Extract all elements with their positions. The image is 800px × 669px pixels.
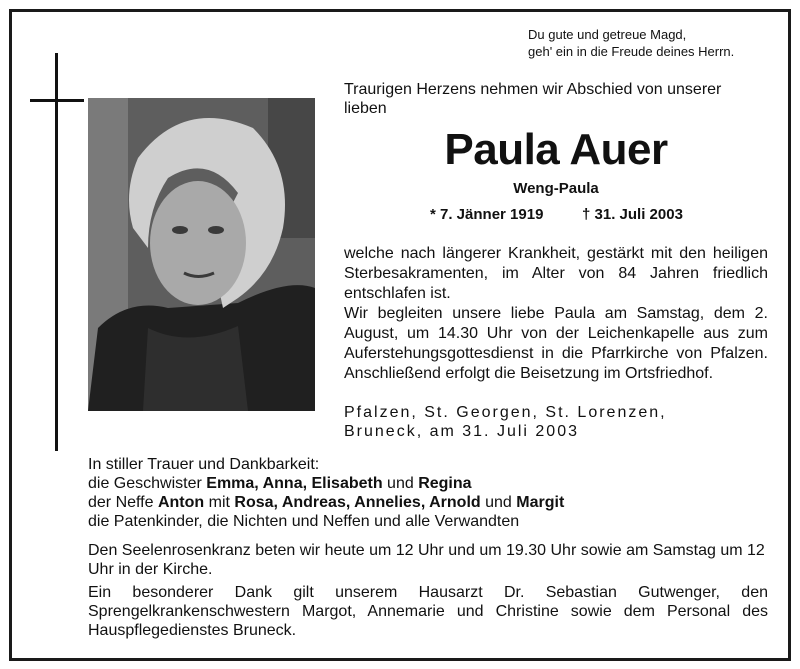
deceased-name: Paula Auer — [444, 125, 668, 174]
mourners-list — [88, 455, 768, 531]
mourners-heading: In stiller Trauer und Dankbarkeit: — [88, 456, 320, 473]
rosary-notice: Den Seelenrosenkranz beten wir heute um 12 Uhr und um 19.30 Uhr sowie am Samstag um 12 Uhr in der Kirche. — [88, 542, 765, 578]
siblings-line: die Geschwister Emma, Anna, Elisabeth und Regina — [88, 475, 472, 492]
nephew-line: der Neffe Anton mit Rosa, Andreas, Annelies, Arnold und Margit — [88, 494, 565, 511]
deceased-nickname: Weng-Paula — [513, 180, 599, 197]
portrait-photo — [88, 98, 315, 411]
birth-date: * 7. Jänner 1919 — [430, 206, 544, 223]
place-date-line-1: Pfalzen, St. Georgen, St. Lorenzen, — [344, 404, 667, 421]
intro-text: Traurigen Herzens nehmen wir Abschied von unserer lieben — [344, 81, 722, 117]
funeral-details-text: Wir begleiten unsere liebe Paula am Samstag, dem 2. August, um 14.30 Uhr von der Leichenkapelle aus zum Auferstehungsgottesdienst in die Pfarrkirche von Pfalzen. Anschließend erfolgt die Beisetzung im Ortsfriedhof. — [344, 305, 768, 382]
death-date: † 31. Juli 2003 — [582, 206, 683, 223]
cross-icon — [55, 53, 58, 451]
place-date — [344, 403, 768, 441]
siblings-last-name: Regina — [418, 475, 472, 492]
siblings-names: Emma, Anna, Elisabeth — [206, 475, 383, 492]
bible-quote-line-1: Du gute und getreue Magd, — [528, 27, 687, 42]
bible-quote — [528, 26, 734, 60]
nephew-name: Anton — [157, 494, 205, 511]
nephew-family-names: Rosa, Andreas, Annelies, Arnold — [234, 494, 481, 511]
other-relatives-line: die Patenkinder, die Nichten und Neffen und alle Verwandten — [88, 513, 520, 530]
nephew-family-last-name: Margit — [516, 494, 565, 511]
thanks-notice: Ein besonderer Dank gilt unserem Hausarzt Dr. Sebastian Gutwenger, den Sprengelkrankenschwestern Margot, Annemarie und Christine sowie dem Personal des Hauspflegedienstes Bruneck. — [88, 584, 768, 639]
death-notice-text: welche nach längerer Krankheit, gestärkt mit den heiligen Sterbesakramenten, im Alter von 84 Jahren friedlich entschlafen ist. — [344, 245, 768, 302]
bible-quote-line-2: geh' ein in die Freude deines Herrn. — [528, 44, 735, 59]
place-date-line-2: Bruneck, am 31. Juli 2003 — [344, 423, 579, 440]
cross-icon-bar — [30, 99, 84, 102]
